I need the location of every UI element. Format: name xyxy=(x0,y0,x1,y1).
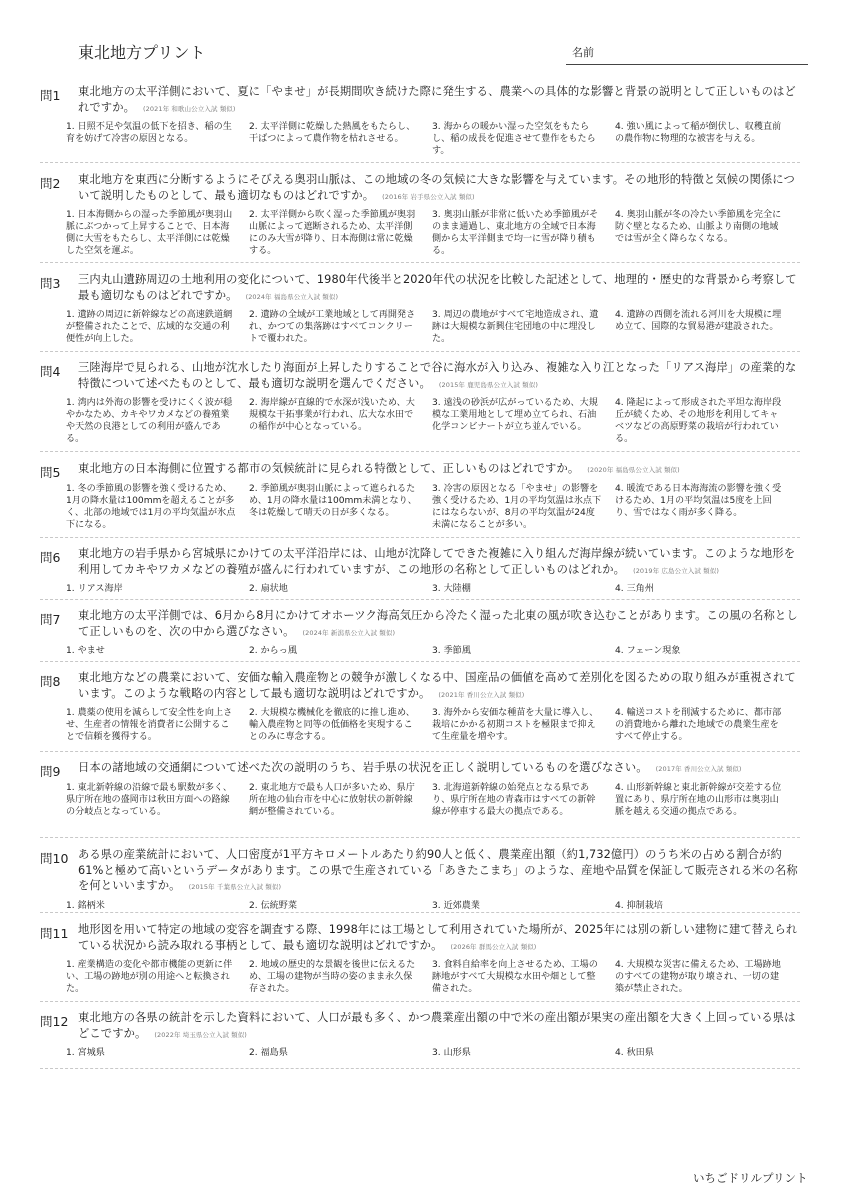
choice-2[interactable]: 2. 東北地方で最も人口が多いため、県庁所在地の仙台市を中心に放射状の新幹線網が整備されている。 xyxy=(249,782,415,817)
choice-2[interactable]: 2. 太平洋側から吹く湿った季節風が奥羽山脈によって遮断されるため、太平洋側にのみ大雪が降り、日本海側は常に乾燥する。 xyxy=(249,210,416,256)
question-block xyxy=(40,461,800,531)
question-block xyxy=(40,608,800,657)
choice-2[interactable]: 2. 福島県 xyxy=(249,1048,288,1058)
question-stem: 三内丸山遺跡周辺の土地利用の変化について、1980年代後半と2020年代の状況を比較した記述として、地理的・歴史的な背景から考察して最も適切なものはどれですか。 xyxy=(78,273,797,302)
choice-3[interactable]: 3. 冷害の原因となる「やませ」の影響を強く受けるため、1月の平均気温は氷点下にはならないが、8月の平均気温が24度未満になることが多い。 xyxy=(432,483,602,530)
choice-4[interactable]: 4. 山形新幹線と東北新幹線が交差する位置にあり、県庁所在地の山形市は奥羽山脈を越える交通の拠点である。 xyxy=(615,782,782,817)
question-divider xyxy=(40,661,800,662)
question-text xyxy=(78,84,800,117)
choice-3[interactable]: 3. 周辺の農地がすべて宅地造成され、遺跡は大規模な新興住宅団地の中に埋没した。 xyxy=(432,310,599,344)
choice-1[interactable]: 1. 東北新幹線の沿線で最も駅数が多く、県庁所在地の盛岡市は秋田方面への路線の分岐点となっている。 xyxy=(66,782,232,817)
question-block xyxy=(40,172,800,257)
choice-1[interactable]: 1. 宮城県 xyxy=(66,1048,105,1058)
choice-3[interactable]: 3. 海外から安価な種苗を大量に導入し、栽培にかかる初期コストを極限まで抑えて生産量を増やす。 xyxy=(432,708,599,742)
choice-3[interactable]: 3. 奥羽山脈が非常に低いため季節風がそのまま通過し、東北地方の全域で日本海側から太平洋側まで均一に雪が降り積もる。 xyxy=(432,210,599,256)
choice-2[interactable]: 2. 太平洋側に乾燥した熱風をもたらし、干ばつによって農作物を枯れさせる。 xyxy=(249,122,416,144)
choice-2[interactable]: 2. 伝統野菜 xyxy=(249,900,297,911)
question-divider xyxy=(40,162,800,163)
question-text xyxy=(78,546,800,579)
question-stem: 東北地方を東西に分断するようにそびえる奥羽山脈は、この地域の冬の気候に大きな影響を与えています。その地形的特徴と気候の関係について説明したものとして、最も適切なものはどれですか。 xyxy=(78,173,795,202)
choice-1[interactable]: 1. 湾内は外海の影響を受けにくく波が穏やかなため、カキやワカメなどの養殖業や天然の良港としての利用が盛んである。 xyxy=(66,398,233,444)
question-divider xyxy=(40,1068,800,1069)
question-divider xyxy=(40,599,800,600)
question-stem: 東北地方などの農業において、安価な輸入農産物との競争が激しくなる中、国産品の価値を高めて差別化を図るための取り組みが重視されています。このような戦略の内容として最も適切な説明はどれですか。 xyxy=(78,671,796,700)
choice-list xyxy=(66,483,800,531)
choice-2[interactable]: 2. 扇状地 xyxy=(249,584,288,594)
question-source: (2021年 和歌山公立入試 類似) xyxy=(143,104,236,113)
question-stem: 三陸海岸で見られる、山地が沈水したり海面が上昇したりすることで谷に海水が入り込み、複雑な入り江となった「リアス海岸」の産業的な特徴について述べたものとして、最も適切な説明を選んでください。 xyxy=(78,361,797,390)
question-block xyxy=(40,670,800,743)
question-block xyxy=(40,922,800,995)
choice-4[interactable]: 4. 大規模な災害に備えるため、工場跡地のすべての建物が取り壊され、一切の建築が禁止された。 xyxy=(615,960,781,994)
question-text xyxy=(78,670,800,703)
question-text xyxy=(78,608,800,641)
choice-1[interactable]: 1. 銘柄米 xyxy=(66,900,105,911)
question-source: (2021年 香川公立入試 類似) xyxy=(438,690,525,699)
question-divider xyxy=(40,351,800,352)
choice-2[interactable]: 2. 季節風が奥羽山脈によって遮られるため、1月の降水量は100mm未満となり、冬は乾燥して晴天の日が多くなる。 xyxy=(249,483,417,518)
choice-1[interactable]: 1. 冬の季節風の影響を強く受けるため、1月の降水量は100mmを超えることが多く、北部の地域では1月の平均気温が氷点下になる。 xyxy=(66,483,236,530)
question-source: (2024年 新潟県公立入試 類似) xyxy=(302,628,396,637)
question-number: 問9 xyxy=(40,764,61,779)
choice-4[interactable]: 4. 暖流である日本海海流の影響を強く受けるため、1月の平均気温は5度を上回り、雪ではなく雨が多く降る。 xyxy=(615,483,782,518)
choice-list xyxy=(66,209,800,257)
choice-list xyxy=(66,583,800,595)
question-text xyxy=(78,1010,800,1043)
choice-3[interactable]: 3. 北海道新幹線の始発点となる県であり、県庁所在地の青森市はすべての新幹線が停車する最大の拠点である。 xyxy=(432,782,596,817)
question-source: (2019年 広島公立入試 類似) xyxy=(633,566,720,575)
choice-2[interactable]: 2. 遺跡の全域が工業地域として再開発され、かつての集落跡はすべてコンクリートで覆われた。 xyxy=(249,310,416,344)
choice-4[interactable]: 4. 強い風によって稲が倒伏し、収穫直前の農作物に物理的な被害を与える。 xyxy=(615,122,782,144)
question-block xyxy=(40,84,800,157)
question-stem: 地形図を用いて特定の地域の変容を調査する際、1998年には工場として利用されていた場所が、2025年には別の新しい建物に建て替えられている状況から読み取れる事柄として、最も適切な説明はどれですか。 xyxy=(78,923,798,952)
choice-4[interactable]: 4. フェーン現象 xyxy=(615,646,681,656)
name-label: 名前 xyxy=(572,46,594,59)
question-source: (2015年 鹿児島県公立入試 類似) xyxy=(438,380,539,389)
name-field-line[interactable] xyxy=(566,64,808,65)
question-divider xyxy=(40,912,800,913)
question-number: 問4 xyxy=(40,364,61,379)
question-stem: 東北地方の太平洋側において、夏に「やませ」が長期間吹き続けた際に発生する、農業への具体的な影響と背景の説明として正しいものはどれですか。 xyxy=(78,85,796,114)
question-text xyxy=(78,760,800,778)
question-divider xyxy=(40,537,800,538)
choice-4[interactable]: 4. 三角州 xyxy=(615,584,654,594)
footer-brand: いちごドリルプリント xyxy=(693,1171,808,1185)
question-stem: 東北地方の日本海側に位置する都市の気候統計に見られる特徴として、正しいものはどれですか。 xyxy=(78,462,580,475)
choice-list xyxy=(66,707,800,743)
choice-4[interactable]: 4. 奥羽山脈が冬の冷たい季節風を完全に防ぐ壁となるため、山脈より南側の地域では雪が全く降らなくなる。 xyxy=(615,210,782,244)
question-number: 問2 xyxy=(40,176,61,191)
question-block xyxy=(40,546,800,595)
choice-4[interactable]: 4. 隆起によって形成された平坦な海岸段丘が続くため、その地形を利用してキャベツなどの高原野菜の栽培が行われている。 xyxy=(615,398,782,444)
question-number: 問5 xyxy=(40,465,61,480)
choice-1[interactable]: 1. 遺跡の周辺に新幹線などの高速鉄道網が整備されたことで、広域的な交通の利便性が向上した。 xyxy=(66,310,233,344)
question-number: 問10 xyxy=(40,851,69,866)
choice-list xyxy=(66,309,800,345)
question-source: (2024年 福島県公立入試 類似) xyxy=(245,292,339,301)
question-stem: 東北地方の岩手県から宮城県にかけての太平洋沿岸には、山地が沈降してできた複雑に入り組んだ海岸線が続いています。このような地形を利用してカキやワカメなどの養殖が盛んに行われていますが、この地形の名称として正しいものはどれか。 xyxy=(78,547,796,576)
question-source: (2017年 香川公立入試 類似) xyxy=(655,765,742,773)
choice-4[interactable]: 4. 遺跡の西側を流れる河川を大規模に埋め立て、国際的な貿易港が建設された。 xyxy=(615,310,782,332)
question-text xyxy=(78,922,800,955)
choice-1[interactable]: 1. やませ xyxy=(66,646,105,656)
question-block xyxy=(40,847,800,912)
question-stem: 日本の諸地域の交通網について述べた次の説明のうち、岩手県の状況を正しく説明しているものを選びなさい。 xyxy=(78,761,648,774)
choice-list xyxy=(66,645,800,657)
choice-1[interactable]: 1. 産業構造の変化や都市機能の更新に伴い、工場の跡地が別の用途へと転換された。 xyxy=(66,960,233,994)
question-number: 問11 xyxy=(40,926,69,941)
question-number: 問6 xyxy=(40,550,61,565)
choice-1[interactable]: 1. 農薬の使用を減らして安全性を向上させ、生産者の情報を消費者に公開することで信頼を獲得する。 xyxy=(66,708,233,742)
question-divider xyxy=(40,837,800,838)
question-source: (2015年 千葉県公立入試 類似) xyxy=(188,883,282,891)
choice-list xyxy=(66,959,800,995)
choice-list xyxy=(66,397,800,445)
choice-1[interactable]: 1. 日照不足や気温の低下を招き、稲の生育を妨げて冷害の原因となる。 xyxy=(66,122,232,144)
choice-list xyxy=(66,900,800,912)
question-block xyxy=(40,1010,800,1059)
choice-list xyxy=(66,121,800,157)
choice-list xyxy=(66,782,800,818)
question-stem: ある県の産業統計において、人口密度が1平方キロメートルあたり約90人と低く、農業産出額（約1,732億円）のうち米の占める割合が約61%と極めて高いというデータがあります。この県で生産されている「あきたこまち」のような、産地や品質を保証して販売される米の名称を何といいますか。 xyxy=(78,848,798,892)
question-divider xyxy=(40,751,800,752)
question-text xyxy=(78,461,800,479)
choice-2[interactable]: 2. からっ風 xyxy=(249,646,297,656)
question-number: 問12 xyxy=(40,1014,69,1029)
choice-4[interactable]: 4. 輸送コストを削減するために、都市部の消費地から離れた地域での農業生産をすべて停止する。 xyxy=(615,708,782,742)
choice-4[interactable]: 4. 秋田県 xyxy=(615,1048,654,1058)
question-block xyxy=(40,272,800,345)
question-text xyxy=(78,272,800,305)
choice-1[interactable]: 1. 日本海側からの湿った季節風が奥羽山脈にぶつかって上昇することで、日本海側に大雪をもたらし、太平洋側には乾燥した空気を運ぶ。 xyxy=(66,210,233,256)
choice-4[interactable]: 4. 抑制栽培 xyxy=(615,900,663,911)
question-divider xyxy=(40,262,800,263)
question-number: 問8 xyxy=(40,674,61,689)
question-block xyxy=(40,360,800,445)
choice-3[interactable]: 3. 季節風 xyxy=(432,646,471,656)
choice-3[interactable]: 3. 遠浅の砂浜が広がっているため、大規模な工業用地として埋め立てられ、石油化学コンビナートが立ち並んでいる。 xyxy=(432,398,598,432)
question-source: (2022年 埼玉県公立入試 類似) xyxy=(154,1030,247,1039)
choice-3[interactable]: 3. 海からの暖かい湿った空気をもたらし、稲の成長を促進させて豊作をもたらす。 xyxy=(432,122,596,156)
choice-3[interactable]: 3. 食料自給率を向上させるため、工場の跡地がすべて大規模な水田や畑として整備された。 xyxy=(432,960,598,994)
question-source: (2016年 岩手県公立入試 類似) xyxy=(382,192,475,201)
question-text xyxy=(78,172,800,205)
choice-3[interactable]: 3. 大陸棚 xyxy=(432,584,471,594)
question-number: 問3 xyxy=(40,276,61,291)
question-divider xyxy=(40,451,800,452)
question-stem: 東北地方の太平洋側では、6月から8月にかけてオホーツク海高気圧から冷たく湿った北東の風が吹き込むことがあります。この風の名称として正しいものを、次の中から選びなさい。 xyxy=(78,609,798,638)
question-text xyxy=(78,360,800,393)
choice-2[interactable]: 2. 海岸線が直線的で水深が浅いため、大規模な干拓事業が行われ、広大な水田での稲作が中心となっている。 xyxy=(249,398,415,432)
question-divider xyxy=(40,1001,800,1002)
choice-list xyxy=(66,1047,800,1059)
question-number: 問7 xyxy=(40,612,61,627)
question-source: (2020年 福島県公立入試 類似) xyxy=(587,466,680,474)
choice-3[interactable]: 3. 山形県 xyxy=(432,1048,471,1058)
choice-1[interactable]: 1. リアス海岸 xyxy=(66,584,123,594)
question-text xyxy=(78,847,800,896)
question-stem: 東北地方の各県の統計を示した資料において、人口が最も多く、かつ農業産出額の中で米の産出額が果実の産出額を大きく上回っている県はどこですか。 xyxy=(78,1011,796,1040)
page-title: 東北地方プリント xyxy=(78,43,206,62)
choice-2[interactable]: 2. 地域の歴史的な景観を後世に伝えるため、工場の建物が当時の姿のまま永久保存された。 xyxy=(249,960,416,994)
question-block xyxy=(40,760,800,818)
question-source: (2026年 群馬公立入試 類似) xyxy=(450,942,537,951)
choice-3[interactable]: 3. 近郊農業 xyxy=(432,900,480,911)
question-number: 問1 xyxy=(40,88,61,103)
choice-2[interactable]: 2. 大規模な機械化を徹底的に推し進め、輸入農産物と同等の低価格を実現することのみに専念する。 xyxy=(249,708,415,742)
